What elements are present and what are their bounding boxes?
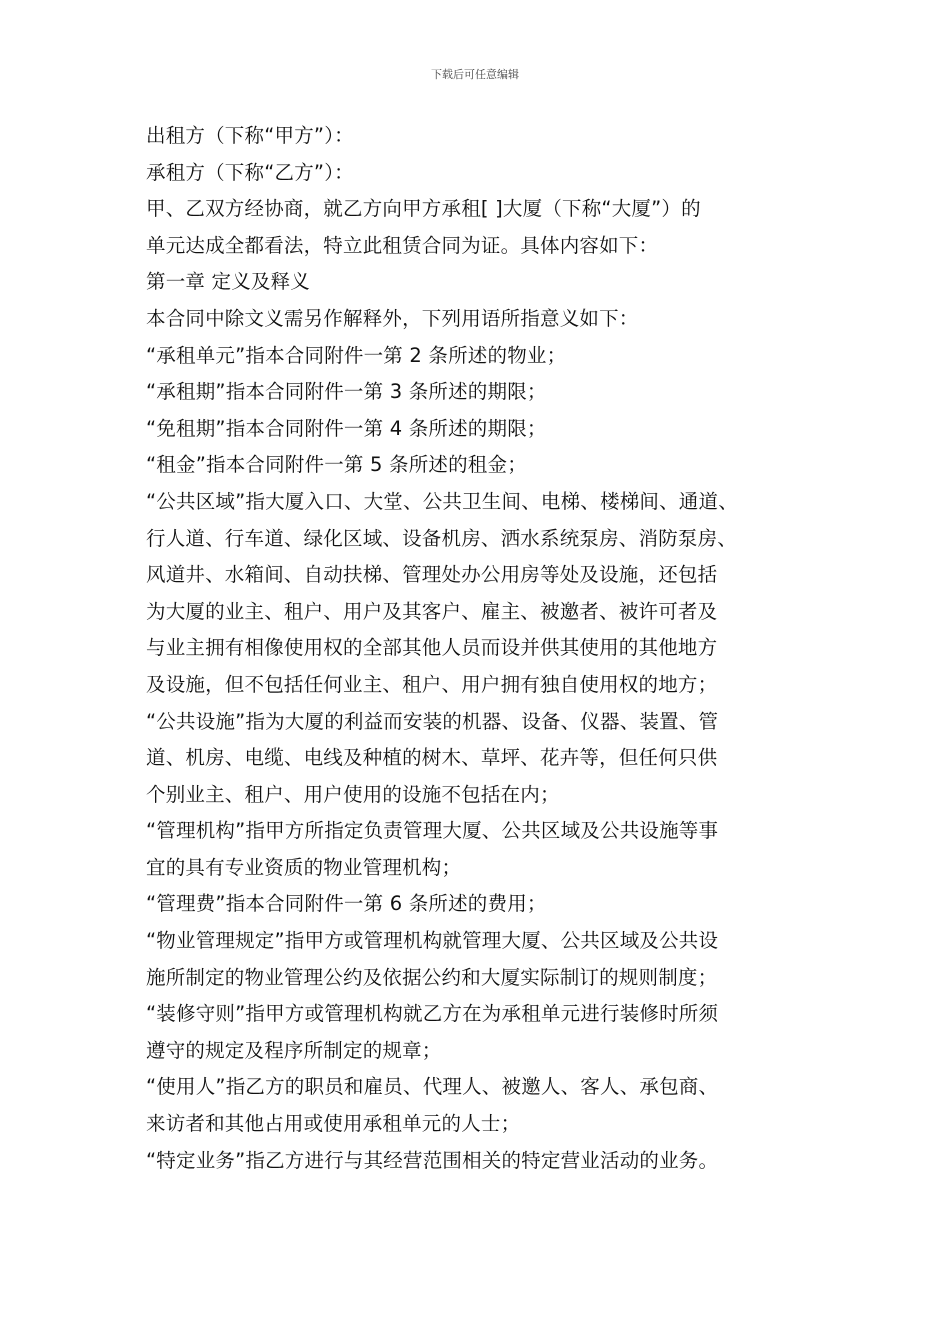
definition-line: “管理机构”指甲方所指定负责管理大厦、公共区域及公共设施等事: [146, 819, 719, 843]
contract-body: [146, 118, 836, 1179]
definition-line: “物业管理规定”指甲方或管理机构就管理大厦、公共区域及公共设: [146, 929, 719, 953]
definition-line: “免租期”指本合同附件一第 4 条所述的期限；: [146, 416, 547, 440]
text-line: 甲、乙双方经协商，就乙方向甲方承租[ ]大厦（下称“大厦”）的: [146, 197, 701, 221]
text-line: 风道井、水箱间、自动扶梯、管理处办公用房等处及设施，还包括: [146, 563, 718, 587]
text-line: 与业主拥有相像使用权的全部其他人员而设并供其使用的其他地方: [146, 636, 718, 660]
text-line: 出租方（下称“甲方”）：: [146, 124, 354, 147]
text-line: 施所制定的物业管理公约及依据公约和大厦实际制订的规则制度；: [146, 965, 718, 989]
text-line: 道、机房、电缆、电线及种植的树木、草坪、花卉等，但任何只供: [146, 746, 718, 770]
text-line: 宜的具有专业资质的物业管理机构；: [146, 855, 462, 879]
definition-line: “使用人”指乙方的职员和雇员、代理人、被邀人、客人、承包商、: [146, 1075, 719, 1099]
text-line: 个别业主、租户、用户使用的设施不包括在内；: [146, 782, 560, 806]
definition-line: “承租单元”指本合同附件一第 2 条所述的物业；: [146, 343, 567, 367]
definition-line: “公共设施”指为大厦的利益而安装的机器、设备、仪器、装置、管: [146, 709, 719, 733]
definition-line: “租金”指本合同附件一第 5 条所述的租金；: [146, 453, 527, 477]
chapter-heading: 第一章 定义及释义: [146, 270, 310, 294]
definition-line: “特定业务”指乙方进行与其经营范围相关的特定营业活动的业务。: [146, 1148, 719, 1172]
text-line: 为大厦的业主、租户、用户及其客户、雇主、被邀者、被许可者及: [146, 599, 718, 623]
page-header-note: 下载后可任意编辑: [431, 68, 519, 81]
definition-line: “承租期”指本合同附件一第 3 条所述的期限；: [146, 380, 547, 404]
definition-line: “管理费”指本合同附件一第 6 条所述的费用；: [146, 892, 547, 916]
text-line: 行人道、行车道、绿化区域、设备机房、洒水系统泵房、消防泵房、: [146, 526, 738, 550]
text-line: 本合同中除文义需另作解释外，下列用语所指意义如下：: [146, 306, 639, 330]
definition-line: “公共区域”指大厦入口、大堂、公共卫生间、电梯、楼梯间、通道、: [146, 489, 738, 513]
text-line: 承租方（下称“乙方”）：: [146, 160, 354, 184]
text-line: 来访者和其他占用或使用承租单元的人士；: [146, 1112, 521, 1136]
definition-line: “装修守则”指甲方或管理机构就乙方在为承租单元进行装修时所须: [146, 1002, 719, 1026]
text-line: 及设施，但不包括任何业主、租户、用户拥有独自使用权的地方；: [146, 672, 718, 696]
text-line: 遵守的规定及程序所制定的规章；: [146, 1038, 442, 1062]
text-line: 单元达成全都看法，特立此租赁合同为证。具体内容如下：: [146, 233, 659, 257]
